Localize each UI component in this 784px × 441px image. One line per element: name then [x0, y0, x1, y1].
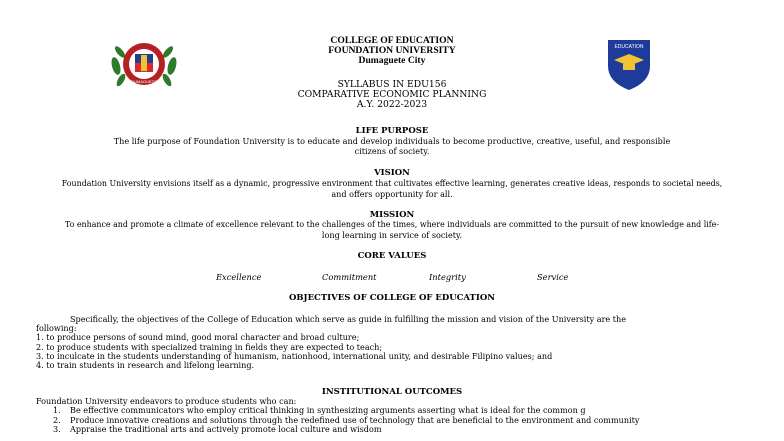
objective-item-3: 3. to inculcate in the students understanding of humanism, nationhood, international unity, and desirable Filipino values; and	[36, 350, 553, 361]
core-value-excellence: Excellence	[216, 272, 262, 282]
objectives-list	[36, 324, 552, 370]
life-purpose-title: LIFE PURPOSE	[355, 126, 429, 136]
city-name: Dumaguete City	[358, 55, 426, 66]
outcomes-list	[36, 397, 640, 434]
outcomes-intro: Foundation University endeavors to produce students who can:	[36, 396, 297, 406]
core-values-title: CORE VALUES	[357, 251, 427, 261]
outcome-number: 2.	[53, 414, 61, 425]
vision-line1: Foundation University envisions itself as a dynamic, progressive environment that cultivates effective learning, generates creative ideas, responds to societal needs,	[61, 179, 723, 188]
college-name: COLLEGE OF EDUCATION	[330, 35, 454, 46]
outcome-item-3	[36, 425, 640, 434]
objectives-intro-line1: Specifically, the objectives of the College of Education which serve as guide in fulfilling the mission and vision of the University are the	[70, 314, 627, 324]
core-value-service: Service	[537, 272, 569, 282]
syllabus-title: SYLLABUS IN EDU156	[337, 79, 447, 90]
life-purpose-line2: citizens of society.	[354, 146, 430, 156]
outcome-text: Appraise the traditional arts and actively promote local culture and wisdom	[70, 423, 382, 434]
vision-title: VISION	[374, 168, 410, 178]
outcome-text: Produce innovative creations and solutions through the redefined use of technology that are beneficial to the environment and community	[70, 414, 640, 425]
core-value-integrity: Integrity	[429, 272, 466, 282]
mission-line1: To enhance and promote a climate of excellence relevant to the challenges of the times, where individuals are committed to the pursuit of new knowledge and life-	[64, 220, 720, 229]
university-name: FOUNDATION UNIVERSITY	[328, 45, 456, 56]
objectives-intro-line2: following:	[36, 323, 77, 333]
objective-item-2: 2. to produce students with specialized training in fields they are expected to teach;	[36, 341, 383, 352]
outcomes-title: INSTITUTIONAL OUTCOMES	[321, 387, 463, 397]
life-purpose-line1: The life purpose of Foundation University is to educate and develop individuals to become productive, creative, useful, and responsible	[113, 136, 671, 146]
academic-year: A.Y. 2022-2023	[356, 99, 428, 110]
objective-item-4: 4. to train students in research and lifelong learning.	[36, 360, 255, 371]
mission-title: MISSION	[369, 210, 415, 220]
seal-text: DUMAGUETE	[131, 79, 157, 84]
course-title: COMPARATIVE ECONOMIC PLANNING	[297, 89, 487, 100]
shield-text: EDUCATION	[614, 44, 644, 50]
core-value-commitment: Commitment	[322, 272, 377, 282]
objective-item-1: 1. to produce persons of sound mind, good moral character and broad culture;	[36, 332, 360, 343]
vision-line2: and offers opportunity for all.	[331, 189, 453, 199]
outcome-number: 3.	[53, 423, 61, 434]
objectives-title: OBJECTIVES OF COLLEGE OF EDUCATION	[288, 293, 496, 303]
outcome-number: 1.	[53, 405, 61, 416]
outcome-text: Be effective communicators who employ critical thinking in synthesizing arguments asserting what is ideal for the common g	[70, 405, 586, 416]
mission-line2: long learning in service of society.	[321, 230, 463, 240]
